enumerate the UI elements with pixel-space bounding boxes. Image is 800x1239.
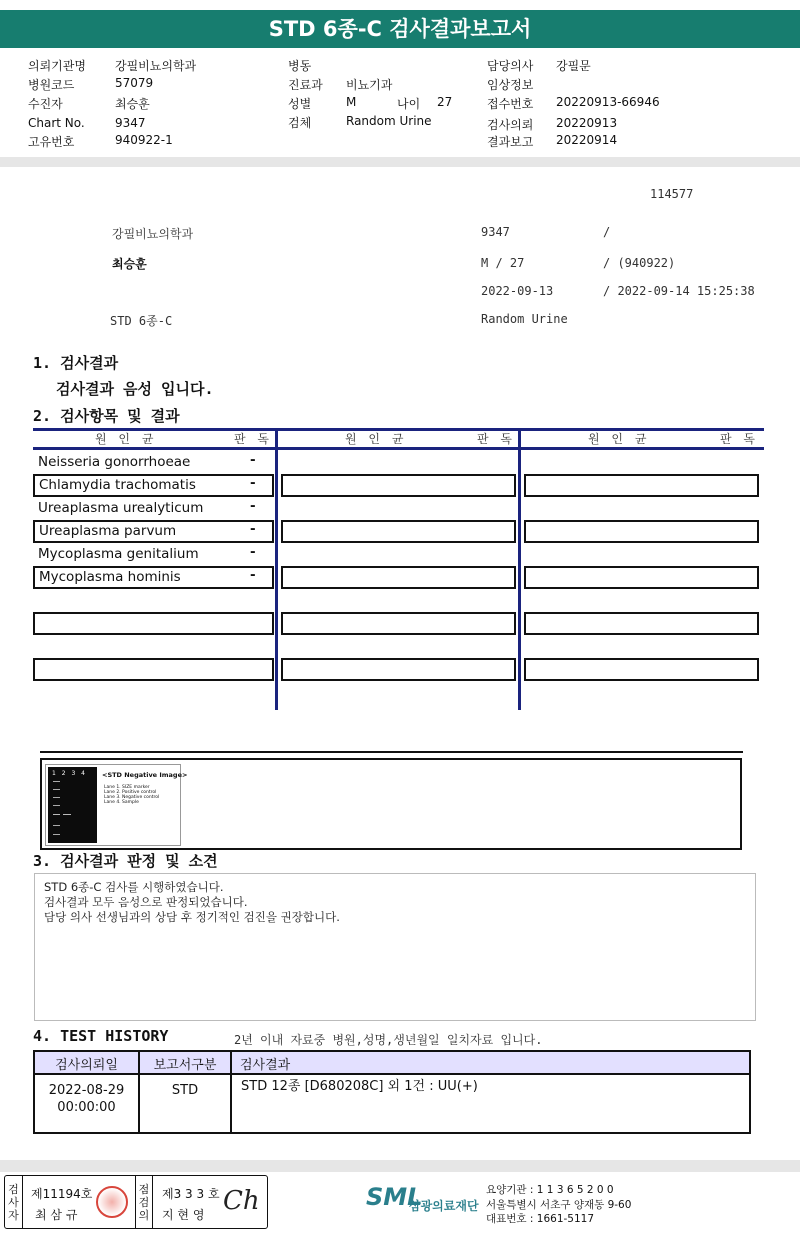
history-header-type: 보고서구분 [153, 1058, 217, 1073]
gel-legend-line: Lane 1. SIZE marker [104, 785, 150, 790]
section1-title: 1. 검사결과 [33, 354, 119, 372]
pathogen-name: Chlamydia trachomatis [39, 477, 196, 493]
gel-legend [104, 785, 159, 805]
signature: Ch [223, 1186, 260, 1216]
value-unique-no: 940922-1 [115, 133, 173, 147]
summary-birth: / (940922) [603, 256, 676, 270]
seal-icon [96, 1186, 128, 1218]
pathogen-result: - [250, 521, 256, 537]
pathogen-name: Ureaplasma parvum [39, 523, 177, 539]
empty-result-box [524, 612, 759, 635]
empty-result-box [524, 658, 759, 681]
pathogen-result: - [250, 544, 256, 560]
summary-report-datetime: / 2022-09-14 15:25:38 [603, 284, 755, 298]
footer-contact-line: 대표번호 : 1661-5117 [486, 1213, 595, 1225]
gel-lane-numbers: 1 2 3 4 [52, 770, 87, 777]
col-header-pathogen-3: 원 인 균 [588, 432, 651, 446]
remarks-text [44, 880, 340, 925]
reviewer-name: 지 현 영 [162, 1208, 205, 1222]
table-divider-2 [518, 428, 521, 710]
summary-test: STD 6종-C [110, 314, 173, 328]
remarks-box [34, 873, 756, 1021]
gel-band [63, 814, 71, 815]
section4-title: 4. TEST HISTORY [33, 1027, 169, 1045]
label-dept: 진료과 [288, 78, 323, 92]
report-title: STD 6종-C 검사결과보고서 [0, 10, 800, 48]
label-clinical-info: 임상정보 [487, 78, 534, 92]
empty-result-box [524, 474, 759, 497]
label-institution: 의뢰기관명 [28, 59, 86, 73]
empty-result-box [33, 658, 274, 681]
summary-sex-age: M / 27 [481, 256, 525, 270]
remarks-line: 검사결과 모두 음성으로 판정되었습니다. [44, 895, 248, 909]
empty-result-box [281, 658, 516, 681]
inspector-name: 최 삼 규 [35, 1208, 78, 1222]
empty-result-box [281, 474, 516, 497]
label-report-date: 결과보고 [487, 135, 534, 149]
history-time: 00:00:00 [57, 1100, 116, 1115]
value-chart-no: 9347 [115, 116, 146, 130]
col-header-pathogen-1: 원 인 균 [95, 432, 158, 446]
label-unique-no: 고유번호 [28, 135, 75, 149]
pathogen-result: - [250, 498, 256, 514]
gel-band [53, 797, 60, 798]
col-header-judge-2: 판 독 [477, 432, 516, 446]
pathogen-result: - [250, 452, 256, 468]
gel-band [53, 825, 60, 826]
value-dept: 비뇨기과 [346, 78, 393, 92]
label-chart-no: Chart No. [28, 116, 85, 130]
summary-chart: 9347 [481, 225, 510, 239]
summary-slash: / [603, 225, 611, 239]
footer-contact [486, 1183, 631, 1227]
pathogen-result: - [250, 567, 256, 583]
value-specimen: Random Urine [346, 114, 432, 128]
section2-title: 2. 검사항목 및 결과 [33, 407, 180, 425]
value-patient: 최승훈 [115, 97, 150, 111]
gel-band [53, 789, 60, 790]
label-sex: 성별 [288, 97, 312, 111]
gel-title: <STD Negative Image> [102, 771, 188, 779]
pathogen-name: Mycoplasma hominis [39, 569, 181, 585]
sml-logo: SML [366, 1183, 423, 1211]
footer-contact-line: 서울특별시 서초구 양재동 9-60 [486, 1198, 632, 1211]
history-col-divider [230, 1052, 232, 1132]
gel-legend-line: Lane 3. Negative control [104, 795, 160, 800]
value-request-date: 20220913 [556, 116, 618, 130]
empty-result-box [281, 566, 516, 589]
history-header-result: 검사결과 [240, 1058, 291, 1073]
table-header-rule [33, 447, 764, 450]
header-separator [0, 157, 800, 167]
gel-band [53, 805, 60, 806]
pathogen-name: Neisseria gonorrhoeae [38, 454, 191, 470]
history-date: 2022-08-29 [48, 1083, 125, 1098]
footer-contact-line: 요양기관 : 1 1 3 6 5 2 0 0 [486, 1184, 614, 1196]
empty-result-box [524, 566, 759, 589]
inspector-label: 검사자 [5, 1176, 23, 1228]
label-age: 나이 [397, 97, 421, 111]
summary-request-date: 2022-09-13 [481, 284, 554, 298]
pathogen-result: - [250, 475, 256, 491]
summary-code: 114577 [650, 187, 694, 201]
col-header-judge-1: 판 독 [234, 432, 273, 446]
label-patient: 수진자 [28, 97, 63, 111]
col-header-pathogen-2: 원 인 균 [345, 432, 408, 446]
gel-band [53, 834, 60, 835]
history-note: 2년 이내 자료중 병원,성명,생년월일 일치자료 입니다. [234, 1033, 543, 1047]
label-hospital-code: 병원코드 [28, 78, 75, 92]
label-request-date: 검사의뢰 [487, 118, 534, 132]
signature-box [4, 1175, 268, 1229]
value-age: 27 [437, 95, 453, 109]
pathogen-name: Ureaplasma urealyticum [38, 500, 204, 516]
value-receipt-no: 20220913-66946 [556, 95, 660, 109]
value-institution: 강필비뇨의학과 [115, 59, 197, 73]
gel-image-card [45, 764, 188, 846]
section3-title: 3. 검사결과 판정 및 소견 [33, 852, 218, 870]
gel-band [53, 781, 60, 782]
value-sex: M [346, 95, 357, 109]
section1-result-text: 검사결과 음성 입니다. [56, 380, 214, 398]
empty-result-box [524, 520, 759, 543]
summary-specimen: Random Urine [481, 312, 568, 326]
gel-band [53, 814, 60, 815]
gel-legend-line: Lane 4. Sample [104, 800, 139, 805]
remarks-line: STD 6종-C 검사를 시행하였습니다. [44, 880, 224, 894]
summary-hospital: 강필비뇨의학과 [112, 227, 194, 241]
pathogen-name: Mycoplasma genitalium [38, 546, 199, 562]
org-name: 삼광의료재단 [409, 1199, 479, 1213]
table-divider-1 [275, 428, 278, 710]
history-header-date: 검사의뢰일 [55, 1058, 118, 1073]
value-report-date: 20220914 [556, 133, 618, 147]
label-specimen: 검체 [288, 116, 312, 130]
reviewer-label: 점검의 [135, 1176, 153, 1228]
image-top-rule [40, 751, 743, 753]
reviewer-number: 제3 3 3 호 [162, 1187, 220, 1201]
summary-patient: 최승훈 [112, 257, 147, 271]
empty-result-box [281, 612, 516, 635]
footer-separator [0, 1160, 800, 1172]
label-doctor: 담당의사 [487, 59, 534, 73]
label-ward: 병동 [288, 59, 312, 73]
history-type: STD [171, 1083, 199, 1098]
inspector-number: 제11194호 [31, 1187, 93, 1201]
gel-legend-line: Lane 2. Positive control [104, 790, 157, 795]
history-result: STD 12종 [D680208C] 외 1건 : UU(+) [241, 1079, 478, 1094]
value-doctor: 강필문 [556, 59, 591, 73]
remarks-line: 담당 의사 선생님과의 상담 후 정기적인 검진을 권장합니다. [44, 910, 340, 924]
gel-picture [48, 767, 97, 843]
history-table [33, 1050, 751, 1134]
value-hospital-code: 57079 [115, 76, 154, 90]
col-header-judge-3: 판 독 [720, 432, 759, 446]
label-receipt-no: 접수번호 [487, 97, 534, 111]
empty-result-box [33, 612, 274, 635]
empty-result-box [281, 520, 516, 543]
